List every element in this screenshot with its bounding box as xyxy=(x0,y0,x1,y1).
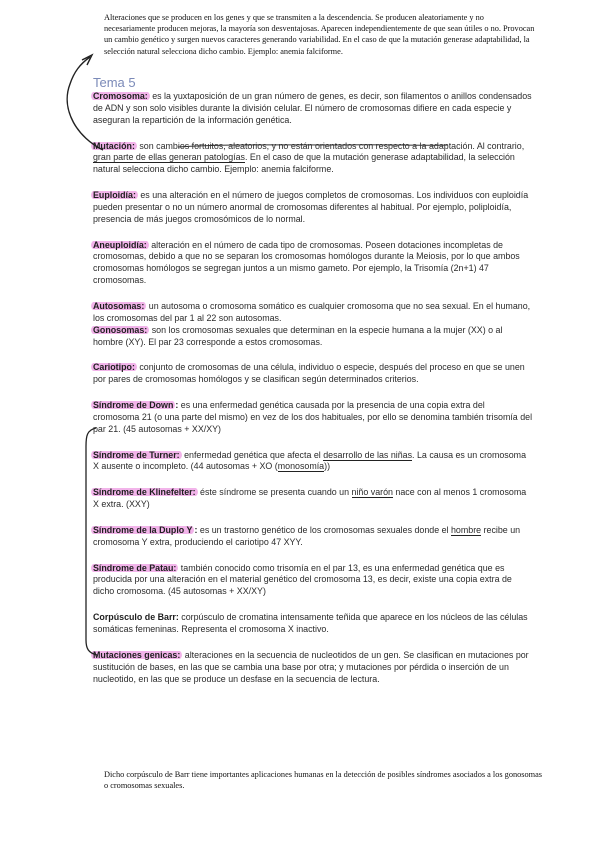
def-patau: también conocido como trisomía en el par 13, es una enfermedad genética que es producida por una alteración en el material genético del cromosoma 13, es decir, existe una copia extra de dicho cromosoma. (45 autosomas + XX/XY) xyxy=(93,562,512,597)
def-down: es una enfermedad genética causada por la presencia de una copia extra del cromosoma 21 (o una parte del mismo) en vez de los dos habituales, por ello se denomina también trisomía del par 21. (45 autosomas + XX/XY) xyxy=(93,400,533,434)
def-klinefelter-underlined: niño varón xyxy=(351,487,393,498)
notes-body xyxy=(93,91,533,699)
term-gonosomas: Gonosomas: xyxy=(93,324,148,335)
entry-autosomas xyxy=(93,301,533,325)
term-mutaciones-genicas: Mutaciones genicas: xyxy=(93,649,181,660)
def-mutacion-part1: son cambios fortuitos, aleatorios, y no están orientados con respecto a la adaptación. Al contrario, xyxy=(136,140,525,151)
def-duplo-part2: recibe un cromosoma Y extra, produciendo el cariotipo 47 XYY. xyxy=(93,524,521,547)
def-euploidia: es una alteración en el número de juegos completos de cromosomas. Los individuos con euploidía pueden presentar o no un número anormal de cromosomas diferentes al habitual. Por ejemplo, poliploidía, presencia de más juegos cromosómicos de lo normal. xyxy=(93,190,529,224)
entry-barr xyxy=(93,612,533,636)
section-title: Tema 5 xyxy=(93,75,136,90)
term-barr: Corpúsculo de Barr: xyxy=(93,612,179,623)
term-patau: Síndrome de Patau: xyxy=(93,562,177,573)
def-turner-part2: . La causa es un cromosoma X ausente o incompleto. (44 autosomas + XO ( xyxy=(93,449,527,472)
term-aneuploidia: Aneuploidía: xyxy=(93,239,147,250)
entry-klinefelter xyxy=(93,487,533,511)
entry-patau xyxy=(93,563,533,599)
def-turner-part1: enfermedad genética que afecta el xyxy=(181,449,324,460)
arrow-head-icon xyxy=(82,55,92,65)
entry-turner xyxy=(93,450,533,474)
def-mutacion-underlined: gran parte de ellas generan patologías xyxy=(93,152,245,163)
entry-cromosoma xyxy=(93,91,533,127)
term-duplo-colon: : xyxy=(194,524,198,535)
def-turner-part3: )) xyxy=(324,461,331,472)
def-turner-monosomia: monosomía xyxy=(277,461,325,472)
term-euploidia: Euploidía: xyxy=(93,190,136,201)
def-mutaciones-genicas: alteraciones en la secuencia de nucleotidos de un gen. Se clasifican en mutaciones por sustitución de bases, en las que se cambia una base por otra; y mutaciones por pérdida o inserción de un nucleotido, en las que se produce un desfase en la secuencia de lectura. xyxy=(93,649,529,684)
def-turner-underlined: desarrollo de las niñas xyxy=(323,449,413,460)
handwritten-top-note: Alteraciones que se producen en los genes y que se transmiten a la descendencia. Se producen aleatoriamente y no necesariamente producen mejoras, la mayoría son desventajosas. Aparecen independientemente de que sean útiles o no. Provocan un cambio genético y surgen nuevos caracteres generando variabilidad. En el caso de que la mutación generase adaptabilidad, la selección natural selecciona dicho cambio. Ejemplo: anemia falciforme. xyxy=(104,13,535,56)
def-gonosomas: son los cromosomas sexuales que determinan en la especie humana a la mujer (XX) o al hombre (XY). El par 23 corresponde a estos cromosomas. xyxy=(93,324,503,347)
entry-mutacion xyxy=(93,141,533,177)
def-barr: corpúsculo de cromatina intensamente teñida que aparece en los núcleos de las células somáticas femeninas. Representa el cromosoma X inactivo. xyxy=(93,612,528,634)
term-cariotipo: Cariotipo: xyxy=(93,362,135,373)
def-mutacion-part2: . En el caso de que la mutación generase adaptabilidad, la selección natural selecciona dicho cambio. Ejemplo: anemia falciforme. xyxy=(93,152,515,175)
term-cromosoma: Cromosoma: xyxy=(93,91,148,101)
def-klinefelter-part1: éste síndrome se presenta cuando un xyxy=(197,487,352,498)
entry-euploidia xyxy=(93,190,533,226)
entry-down xyxy=(93,400,533,436)
term-mutacion: Mutación: xyxy=(93,140,135,151)
entry-mutaciones-genicas xyxy=(93,650,533,686)
def-cromosoma: es la yuxtaposición de un gran número de genes, es decir, son filamentos o anillos condensados de ADN y son solo visibles durante la división celular. El número de cromosomas difiere en cada especie y aseguran la repartición de la información genética. xyxy=(93,91,532,125)
entry-aneuploidia xyxy=(93,240,533,287)
def-duplo-part1: es un trastorno genético de los cromosomas sexuales donde el xyxy=(197,524,451,535)
entry-duplo xyxy=(93,525,533,549)
term-klinefelter: Síndrome de Klinefelter: xyxy=(93,487,196,498)
entry-gonosomas xyxy=(93,325,533,349)
def-autosomas: un autosoma o cromosoma somático es cualquier cromosoma que no sea sexual. En el humano, los cromosomas del par 1 al 22 son autosomas. xyxy=(93,300,531,323)
def-klinefelter-part2: nace con al menos 1 cromosoma X extra. (XXY) xyxy=(93,487,527,510)
def-aneuploidia: alteración en el número de cada tipo de cromosomas. Poseen dotaciones incompletas de cromosomas, debido a que no se separan los cromosomas homólogos durante la Meiosis, por lo que ambos cromosomas homólogos se segregan juntos a un mismo gameto. Por ejemplo, la Trisomía (2n+1) 47 cromosomas. xyxy=(93,239,520,286)
term-turner: Síndrome de Turner: xyxy=(93,449,180,460)
term-down-colon: : xyxy=(175,400,179,411)
term-down: Síndrome de Down xyxy=(93,400,174,411)
entry-cariotipo xyxy=(93,362,533,386)
def-cariotipo: conjunto de cromosomas de una célula, individuo o especie, después del proceso en que se unen por pares de cromosomas homólogos y se clasifican según determinados criterios. xyxy=(93,362,525,385)
def-duplo-underlined: hombre xyxy=(451,524,482,535)
term-autosomas: Autosomas: xyxy=(93,300,145,311)
term-duplo: Síndrome de la Duplo Y xyxy=(93,524,193,535)
handwritten-bottom-note: Dicho corpúsculo de Barr tiene importantes aplicaciones humanas en la detección de posibles síndromes asociados a los gonosomas o cromosomas sexuales. xyxy=(104,770,543,791)
